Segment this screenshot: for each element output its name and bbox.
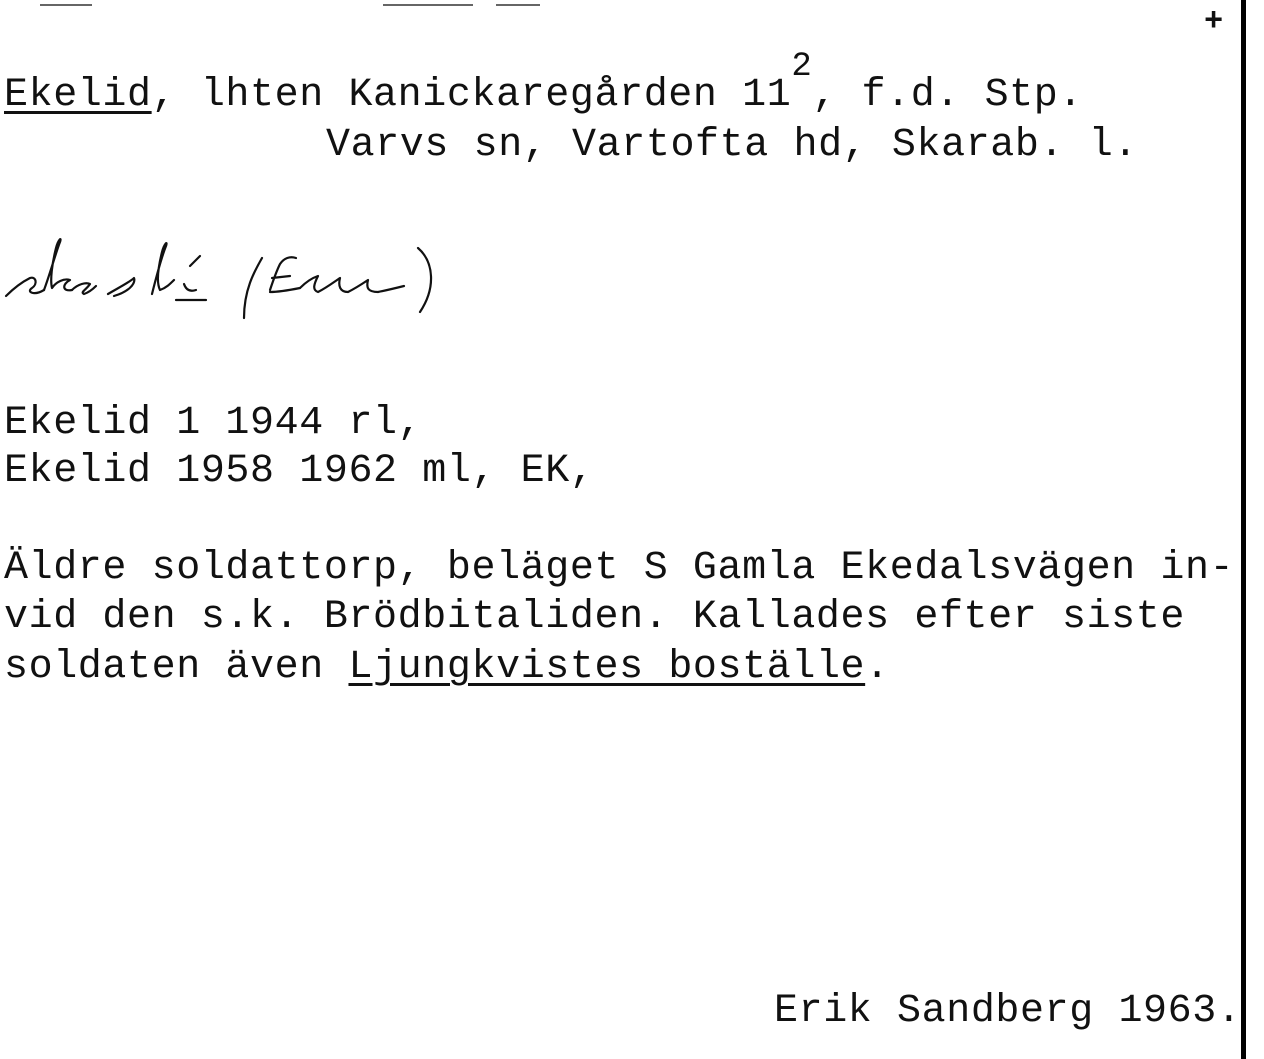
header-line-1 [4, 48, 1083, 121]
place-name: Ekelid [4, 73, 152, 118]
scan-speck [496, 4, 540, 6]
scan-speck [40, 4, 92, 6]
signature-line: Erik Sandberg 1963. [774, 989, 1242, 1034]
description-line-3-end: . [865, 645, 890, 690]
description-line-1: Äldre soldattorp, beläget S Gamla Ekedalsvägen in- [4, 546, 1235, 591]
header-former-type: , f.d. Stp. [812, 73, 1083, 118]
header-farm-text: , lhten Kanickaregården 11 [151, 73, 792, 118]
source-line-2: Ekelid 1958 1962 ml, EK, [4, 449, 595, 494]
description-line-2: vid den s.k. Brödbitaliden. Kallades efter siste [4, 595, 1185, 640]
source-line-1: Ekelid 1 1944 rl, [4, 401, 423, 446]
card-right-edge [1241, 0, 1246, 1059]
handwritten-pronunciation [0, 218, 460, 328]
header-line-2: Varvs sn, Vartofta hd, Skarab. l. [326, 123, 1138, 168]
corner-plus-mark: + [1204, 3, 1224, 40]
alternate-name: Ljungkvistes boställe [348, 645, 866, 690]
scan-speck [383, 4, 473, 6]
description-line-3-start: soldaten även [4, 645, 349, 690]
description-line-3 [4, 644, 890, 692]
header-superscript: 2 [791, 48, 813, 86]
